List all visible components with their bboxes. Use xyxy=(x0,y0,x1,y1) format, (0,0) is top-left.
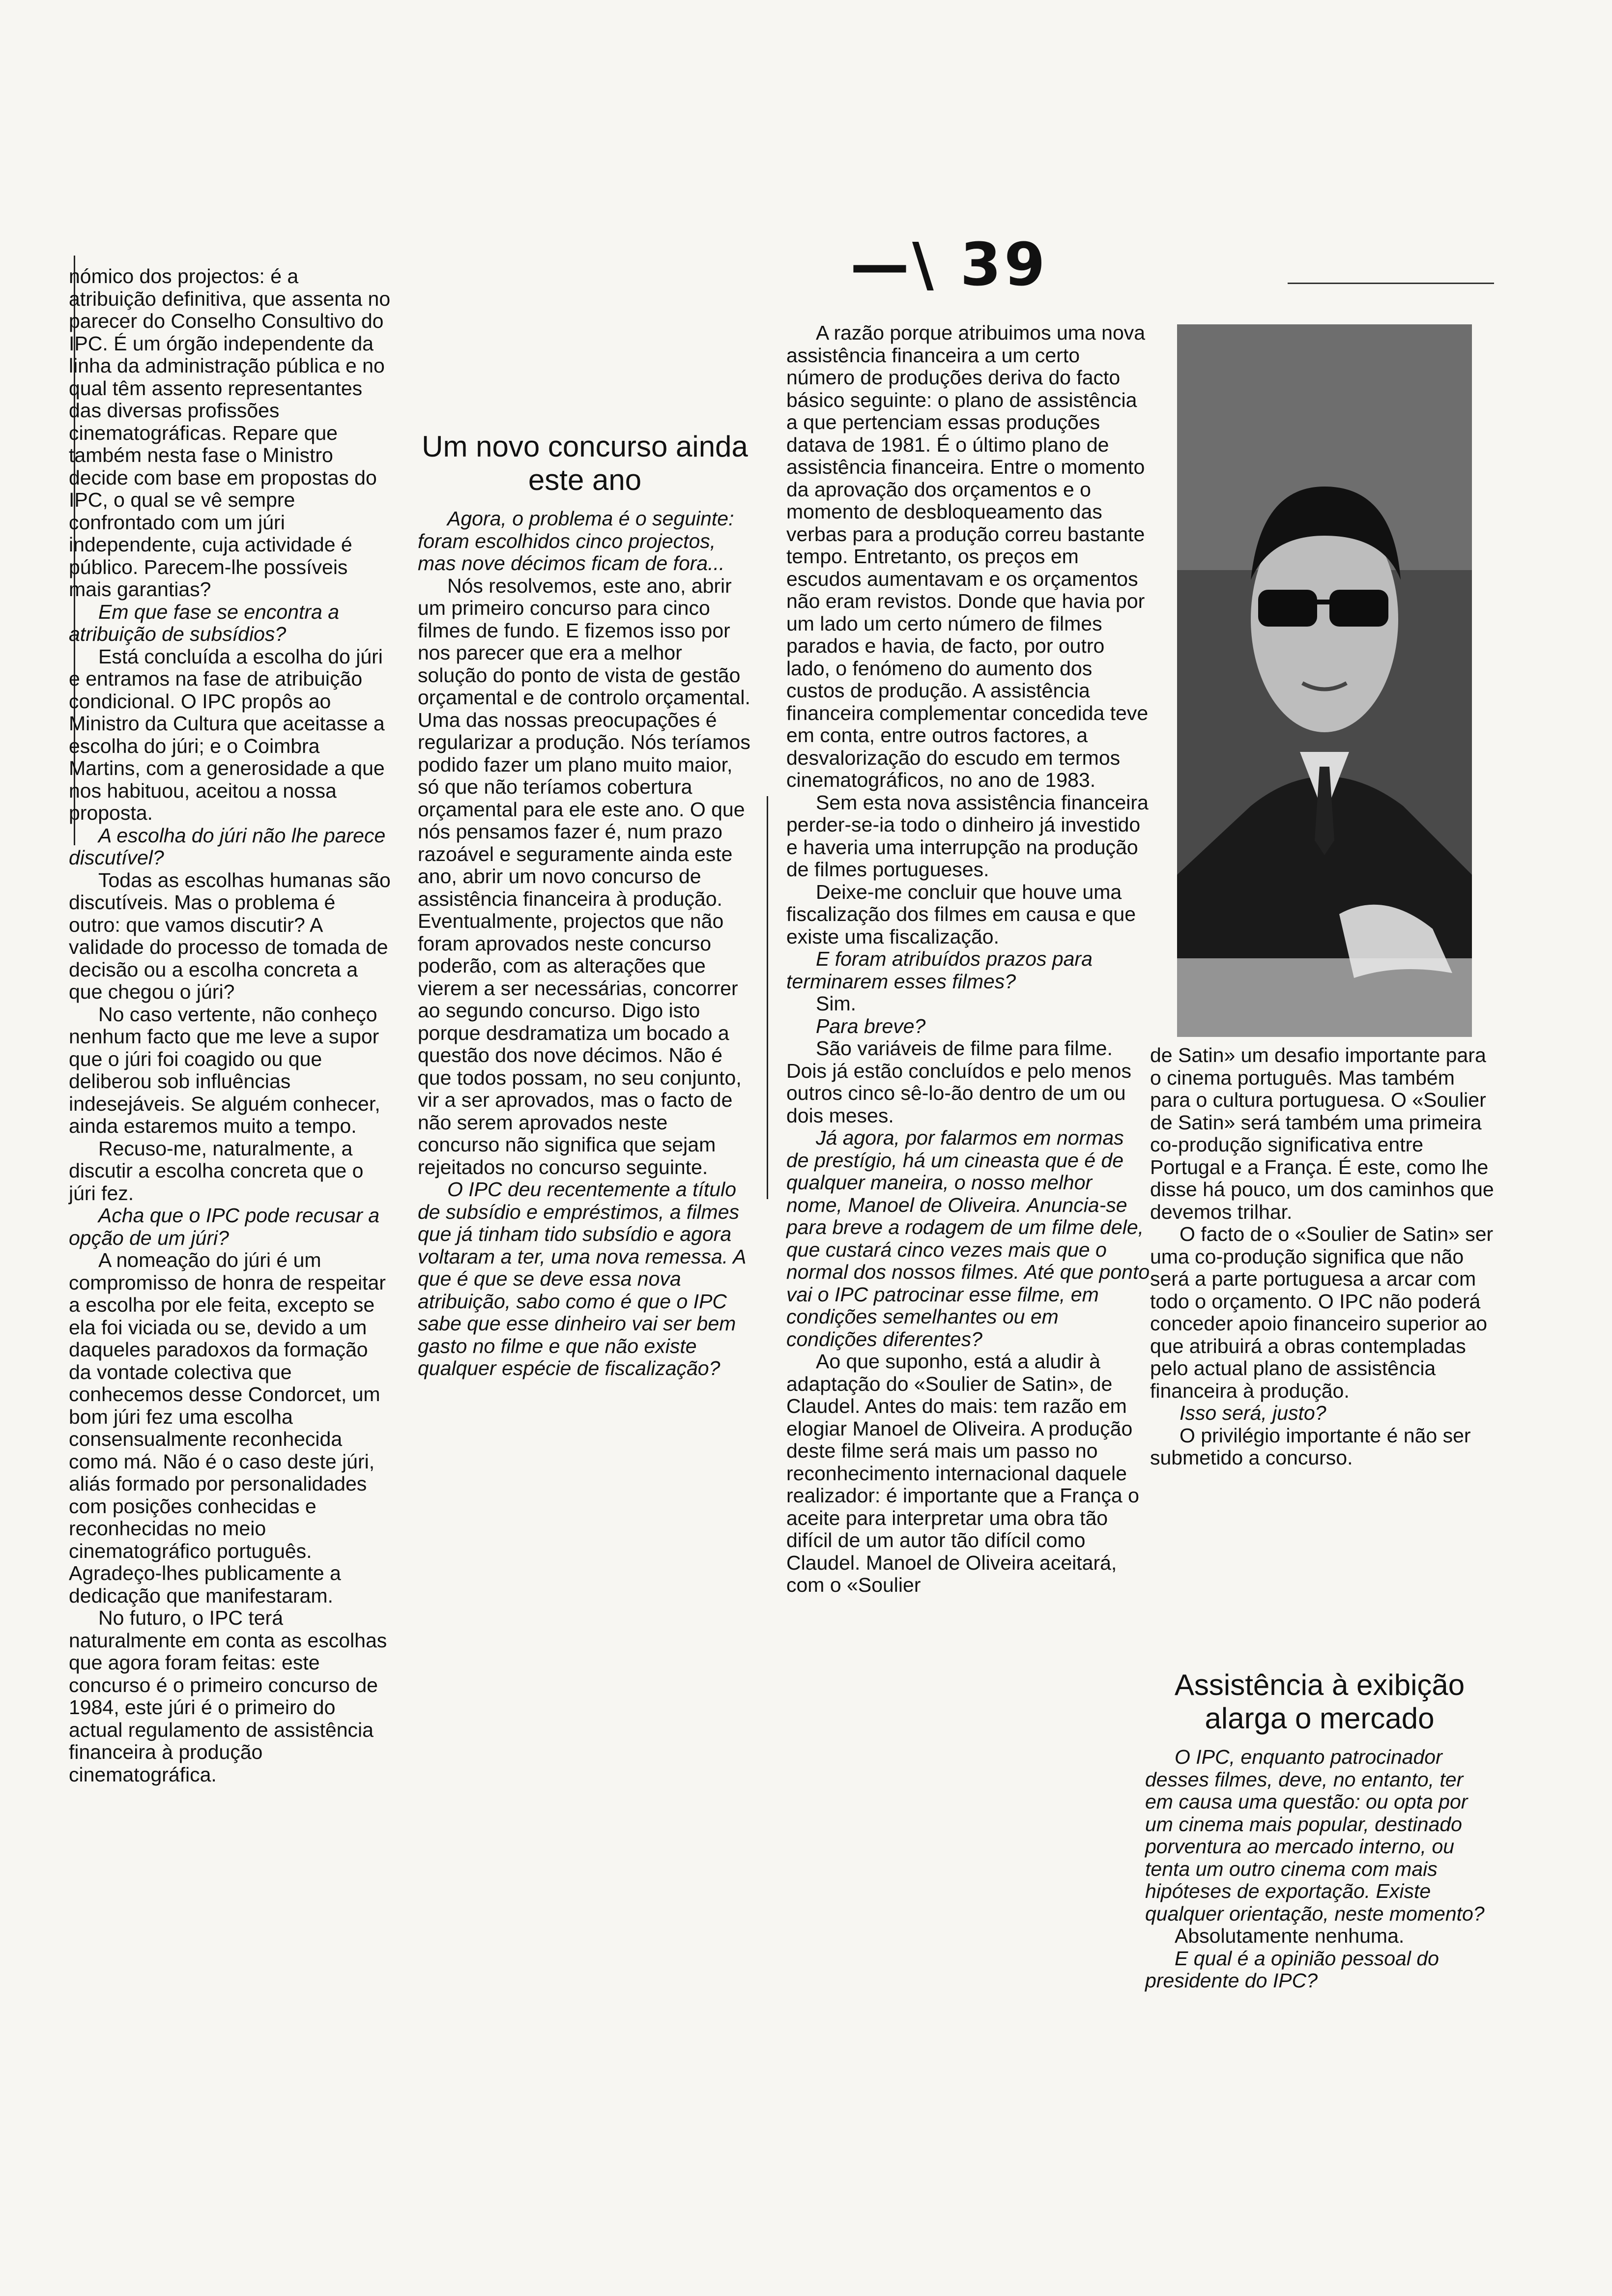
paragraph: Recuso-me, naturalmente, a discutir a escolha concreta que o júri fez. xyxy=(69,1137,364,1205)
interview-question: E foram atribuídos prazos para terminarem esses filmes? xyxy=(786,947,1093,993)
interview-question: O IPC, enquanto patrocinador desses filmes, deve, no entanto, ter em causa uma questão: ou opta por um cinema mais popular, destinado porventura ao mercado interno, ou tenta um outro cinema com mais hipóteses de exportação. Existe qualquer orientação, neste momento? xyxy=(1145,1746,1485,1925)
paragraph: O privilégio importante é não ser submetido a concurso. xyxy=(1150,1424,1471,1469)
paragraph: São variáveis de filme para filme. Dois já estão concluídos e pelo menos outros cinco sê-lo-ão dentro de um ou dois meses. xyxy=(786,1037,1131,1127)
handwritten-page-number: —\ 39 xyxy=(850,231,1048,299)
paragraph: Sim. xyxy=(816,992,856,1015)
section-headline-2: Assistência à exibição alarga o mercado xyxy=(1174,1668,1465,1735)
paragraph: Nós resolvemos, este ano, abrir um primeiro concurso para cinco filmes de fundo. E fizemos isso por nos parecer que era a melhor solução do ponto de vista de gestão orçamental e de controlo orçamental. Uma das nossas preocupações é regularizar a produção. Nós teríamos podido fazer um plano muito maior, só que não teríamos cobertura orçamental para ele este ano. O que nós pensamos fazer é, num prazo razoável e seguramente ainda este ano, abrir um novo concurso de assistência financeira à produção. Eventualmente, projectos que não foram aprovados neste concurso poderão, com as alterações que vierem a ser necessárias, concorrer ao segundo concurso. Digo isto porque desdramatiza um bocado a questão dos nove décimos. Não é que todos possam, no seu conjunto, vir a ser aprovados, mas o facto de não serem aprovados neste concurso não significa que sejam rejeitados no concurso seguinte. xyxy=(418,574,750,1178)
interview-question: Em que fase se encontra a atribuição de subsídios? xyxy=(69,600,340,645)
interview-question: Já agora, por falarmos em normas de prestígio, há um cineasta que é de qualquer maneira, o nosso melhor nome, Manoel de Oliveira. Anuncia-se para breve a rodagem de um filme dele, que custará cinco vezes mais que o normal dos nossos filmes. Até que ponto vai o IPC patrocinar esse filme, em condições semelhantes ou em condições diferentes? xyxy=(786,1126,1150,1350)
section-headline: Um novo concurso ainda este ano xyxy=(422,430,748,496)
article-column-3 xyxy=(786,322,1150,1597)
article-column-2 xyxy=(418,430,752,1380)
paragraph: de Satin» um desafio importante para o cinema português. Mas também para o cultura portuguesa. O «Soulier de Satin» será também uma primeira co-produção significativa entre Portugal e a França. É este, como lhe disse há pouco, um dos caminhos que devemos trilhar. xyxy=(1150,1044,1494,1223)
paragraph: Ao que suponho, está a aludir à adaptação do «Soulier de Satin», de Claudel. Antes do mais: tem razão em elogiar Manoel de Oliveira. A produção deste filme será mais um passo no reconhecimento internacional daquele realizador: é importante que a França o aceite para interpretar uma obra tão difícil de um autor tão difícil como Claudel. Manoel de Oliveira aceitará, com o «Soulier xyxy=(786,1350,1139,1596)
article-column-1 xyxy=(69,265,391,1786)
column-rule xyxy=(767,796,768,1199)
interview-question: Isso será, justo? xyxy=(1180,1402,1326,1424)
paragraph: Deixe-me concluir que houve uma fiscalização dos filmes em causa e que existe uma fiscalização. xyxy=(786,880,1136,948)
paragraph: Sem esta nova assistência financeira perder-se-ia todo o dinheiro já investido e haveria uma interrupção na produção de filmes portugueses. xyxy=(786,791,1149,881)
man-with-sunglasses-image xyxy=(1177,324,1472,1037)
paragraph: nómico dos projectos: é a atribuição definitiva, que assenta no parecer do Conselho Consultivo do IPC. É um órgão independente da linha da administração pública e no qual têm assento representantes das diversas profissões cinematográficas. Repare que também nesta fase o Ministro decide com base em propostas do IPC, o qual se vê sempre confrontado com um júri independente, cuja actividade é público. Parecem-lhe possíveis mais garantias? xyxy=(69,265,391,601)
article-column-4-lower xyxy=(1145,1668,1494,1992)
paragraph: Absolutamente nenhuma. xyxy=(1175,1924,1405,1947)
interview-question: Acha que o IPC pode recusar a opção de um júri? xyxy=(69,1204,380,1249)
interview-question: E qual é a opinião pessoal do presidente do IPC? xyxy=(1145,1947,1439,1992)
paragraph: No futuro, o IPC terá naturalmente em conta as escolhas que agora foram feitas: este concurso é o primeiro concurso de 1984, este júri é o primeiro do actual regulamento de assistência financeira à produção cinematográfica. xyxy=(69,1607,387,1786)
paragraph: O facto de o «Soulier de Satin» ser uma co-produção significa que não será a parte portuguesa a arcar com todo o orçamento. O IPC não poderá conceder apoio financeiro superior ao que atribuirá a obras contempladas pelo actual plano de assistência financeira à produção. xyxy=(1150,1223,1494,1402)
paragraph: A razão porque atribuimos uma nova assistência financeira a um certo número de produções deriva do facto básico seguinte: o plano de assistência a que pertenciam essas produções datava de 1981. É o último plano de assistência financeira. Entre o momento da aprovação dos orçamentos e o momento de desbloqueamento das verbas para a produção correu bastante tempo. Entretanto, os preços em escudos aumentavam e os orçamentos não eram revistos. Donde que havia por um lado um certo número de filmes parados e havia, de facto, por outro lado, o fenómeno do aumento dos custos de produção. A assistência financeira complementar concedida teve em conta, entre outros factores, a desvalorização do escudo em termos cinematográficos, no ano de 1983. xyxy=(786,321,1149,791)
paragraph: No caso vertente, não conheço nenhum facto que me leve a supor que o júri foi coagido ou que deliberou sob influências indesejáveis. Se alguém conhecer, ainda estaremos muito a tempo. xyxy=(69,1003,380,1137)
paragraph: A nomeação do júri é um compromisso de honra de respeitar a escolha por ele feita, excepto se ela foi viciada ou se, devido a um daqueles paradoxos da formação da vontade colectiva que conhecemos desse Condorcet, um bom júri fez uma escolha consensualmente reconhecida como má. Não é o caso deste júri, aliás formado por personalidades com posições conhecidas e reconhecidas no meio cinematográfico português. Agradeço-lhes publicamente a dedicação que manifestaram. xyxy=(69,1249,386,1607)
paragraph: Está concluída a escolha do júri e entramos na fase de atribuição condicional. O IPC propôs ao Ministro da Cultura que aceitasse a escolha do júri; e o Coimbra Martins, com a generosidade a que nos habituou, aceitou a nossa proposta. xyxy=(69,645,385,824)
paragraph: Todas as escolhas humanas são discutíveis. Mas o problema é outro: que vamos discutir? A validade do processo de tomada de decisão ou a escolha concreta a que chegou o júri? xyxy=(69,868,391,1003)
interview-question: A escolha do júri não lhe parece discutível? xyxy=(69,824,386,869)
portrait-photo xyxy=(1177,324,1472,1037)
interview-question: Agora, o problema é o seguinte: foram escolhidos cinco projectos, mas nove décimos ficam de fora... xyxy=(418,507,734,574)
article-column-4 xyxy=(1150,1044,1494,1469)
interview-question: Para breve? xyxy=(816,1014,926,1037)
interview-question: O IPC deu recentemente a título de subsídio e empréstimos, a filmes que já tinham tido subsídio e agora voltaram a ter, uma nova remessa. A que é que se deve essa nova atribuição, sabo como é que o IPC sabe que esse dinheiro vai ser bem gasto no filme e que não existe qualquer espécie de fiscalização? xyxy=(418,1178,746,1379)
pen-stroke xyxy=(1288,283,1494,284)
